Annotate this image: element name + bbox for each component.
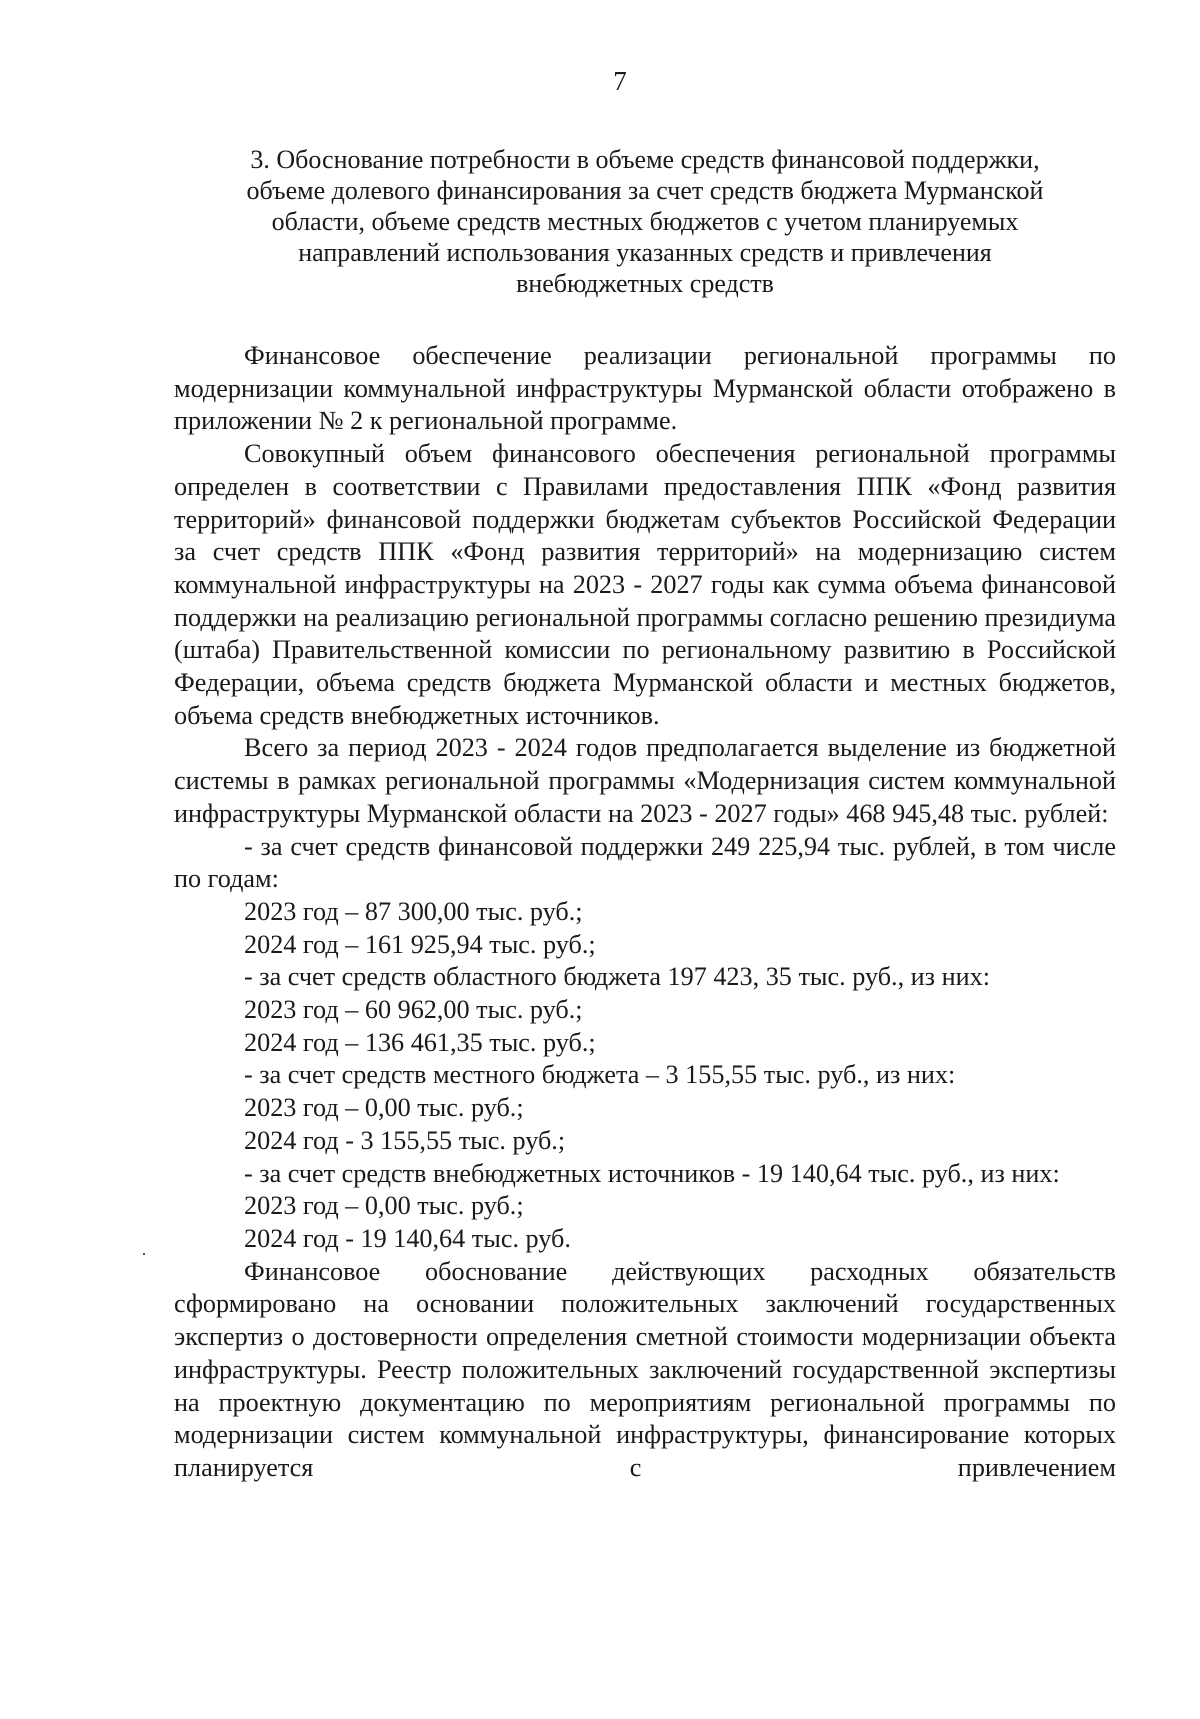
list-item-regional-budget: - за счет средств областного бюджета 197 423, 35 тыс. руб., из них: xyxy=(244,962,990,992)
year-amount: 2023 год – 0,00 тыс. руб.; xyxy=(244,1191,524,1221)
year-amount: 2023 год – 87 300,00 тыс. руб.; xyxy=(244,896,583,926)
year-amount: 2023 год – 0,00 тыс. руб.; xyxy=(244,1093,524,1123)
list-item-financial-support: - за счет средств финансовой поддержки 249 225,94 тыс. рублей, в том числе по годам: xyxy=(174,831,1116,894)
year-amount: 2024 год - 19 140,64 тыс. руб. xyxy=(244,1223,571,1253)
body-text xyxy=(174,340,1116,1485)
page-number: 7 xyxy=(613,66,627,96)
list-item-local-budget: - за счет средств местного бюджета – 3 155,55 тыс. руб., из них: xyxy=(244,1060,956,1090)
heading-line: направлений использования указанных средств и привлечения xyxy=(298,238,992,267)
paragraph-financial-justification: Финансовое обоснование действующих расходных обязательств сформировано на основании положительных заключений государственных экспертиз о достоверности определения сметной стоимости модернизации объекта инфраструктуры. Реестр положительных заключений государственной экспертизы на проектную документацию по мероприятиям региональной программы по модернизации систем коммунальной инфраструктуры, финансирование которых планируется с привлечением xyxy=(174,1256,1116,1482)
paragraph-financial-provision: Финансовое обеспечение реализации региональной программы по модернизации коммунальной инфраструктуры Мурманской области отображено в приложении № 2 к региональной программе. xyxy=(174,341,1116,436)
heading-line: объеме долевого финансирования за счет средств бюджета Мурманской xyxy=(246,176,1044,205)
year-amount: 2024 год – 136 461,35 тыс. руб.; xyxy=(244,1027,596,1057)
heading-line: области, объеме средств местных бюджетов с учетом планируемых xyxy=(271,207,1019,236)
heading-line: 3. Обоснование потребности в объеме средств финансовой поддержки, xyxy=(250,145,1040,174)
section-heading xyxy=(205,144,1085,299)
year-amount: 2024 год – 161 925,94 тыс. руб.; xyxy=(244,929,596,959)
year-amount: 2024 год - 3 155,55 тыс. руб.; xyxy=(244,1125,566,1155)
heading-line: внебюджетных средств xyxy=(516,269,774,298)
scan-speck xyxy=(143,1253,145,1255)
paragraph-period-total: Всего за период 2023 - 2024 годов предполагается выделение из бюджетной системы в рамках региональной программы «Модернизация систем коммунальной инфраструктуры Мурманской области на 2023 - 2027 годы» 468 945,48 тыс. рублей: xyxy=(174,733,1116,828)
paragraph-total-volume: Совокупный объем финансового обеспечения региональной программы определен в соответствии с Правилами предоставления ППК «Фонд развития территорий» финансовой поддержки бюджетам субъектов Российской Федерации за счет средств ППК «Фонд развития территорий» на модернизацию систем коммунальной инфраструктуры на 2023 - 2027 годы как сумма объема финансовой поддержки на реализацию региональной программы согласно решению президиума (штаба) Правительственной комиссии по региональному развитию в Российской Федерации, объема средств бюджета Мурманской области и местных бюджетов, объема средств внебюджетных источников. xyxy=(174,439,1116,730)
year-amount: 2023 год – 60 962,00 тыс. руб.; xyxy=(244,995,583,1025)
list-item-extrabudgetary: - за счет средств внебюджетных источников - 19 140,64 тыс. руб., из них: xyxy=(244,1158,1060,1188)
